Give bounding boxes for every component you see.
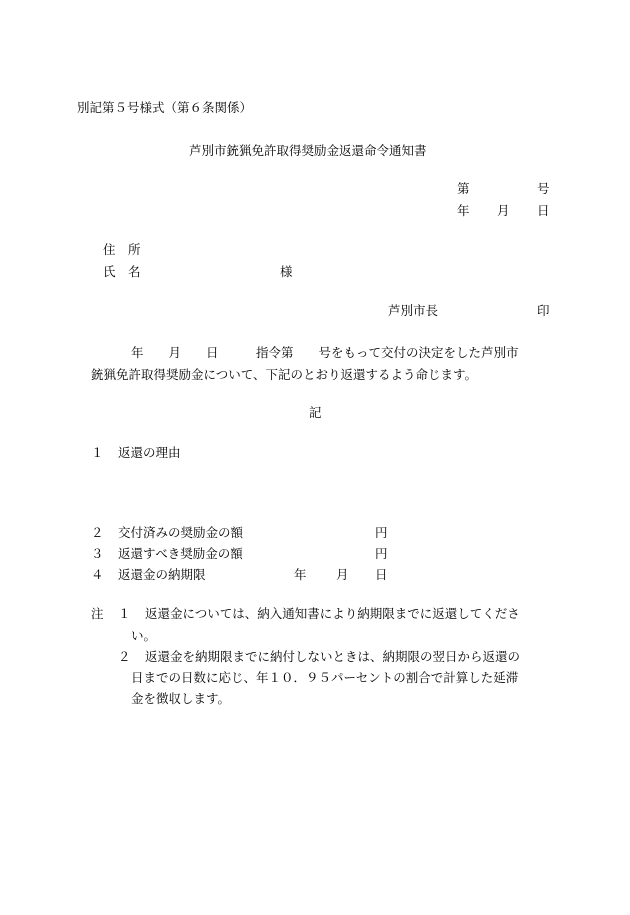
recipient-honorific: 様	[280, 264, 293, 279]
note-2-line-2: 日までの日数に応じ、年１０．９５パーセントの割合で計算した延滞	[131, 670, 519, 685]
issuer-title: 芦別市長	[388, 303, 439, 318]
recipient-name-label: 氏 名	[103, 264, 141, 279]
item-4-year: 年	[294, 567, 307, 582]
ki-heading: 記	[309, 405, 322, 420]
item-2-number: ２	[91, 525, 104, 540]
item-3-number: ３	[91, 546, 104, 561]
item-4-day: 日	[375, 567, 388, 582]
date-year: 年	[457, 203, 470, 218]
date-month: 月	[497, 203, 510, 218]
note-2-line-3: 金を徴収します。	[131, 691, 231, 706]
item-1-label: 返還の理由	[118, 445, 181, 460]
item-1-number: １	[91, 445, 104, 460]
note-1-number: １	[118, 606, 131, 621]
doc-number-suffix: 号	[537, 181, 550, 196]
recipient-address-label: 住 所	[103, 242, 141, 257]
doc-number-prefix: 第	[457, 181, 470, 196]
issuer-seal: 印	[537, 303, 550, 318]
body-line-2: 銃猟免許取得奨励金について、下記のとおり返還するよう命じます。	[91, 367, 478, 382]
date-day: 日	[537, 203, 550, 218]
form-label: 別記第５号様式（第６条関係）	[77, 100, 253, 115]
notes-label: 注	[91, 606, 104, 621]
item-2-unit: 円	[375, 525, 388, 540]
item-4-label: 返還金の納期限	[118, 567, 206, 582]
item-4-month: 月	[336, 567, 349, 582]
note-1-line-2: い。	[131, 628, 157, 643]
note-2-line-1: 返還金を納期限までに納付しないときは、納期限の翌日から返還の	[145, 649, 521, 664]
item-3-label: 返還すべき奨励金の額	[118, 546, 243, 561]
item-4-number: ４	[91, 567, 104, 582]
note-1-line-1: 返還金については、納入通知書により納期限までに返還してくださ	[145, 606, 520, 621]
body-line-1: 年 月 日 指令第 号をもって交付の決定をした芦別市	[131, 345, 519, 360]
item-3-unit: 円	[375, 546, 388, 561]
item-2-label: 交付済みの奨励金の額	[118, 525, 244, 540]
note-2-number: ２	[118, 649, 131, 664]
document-title: 芦別市銃猟免許取得奨励金返還命令通知書	[189, 143, 427, 158]
